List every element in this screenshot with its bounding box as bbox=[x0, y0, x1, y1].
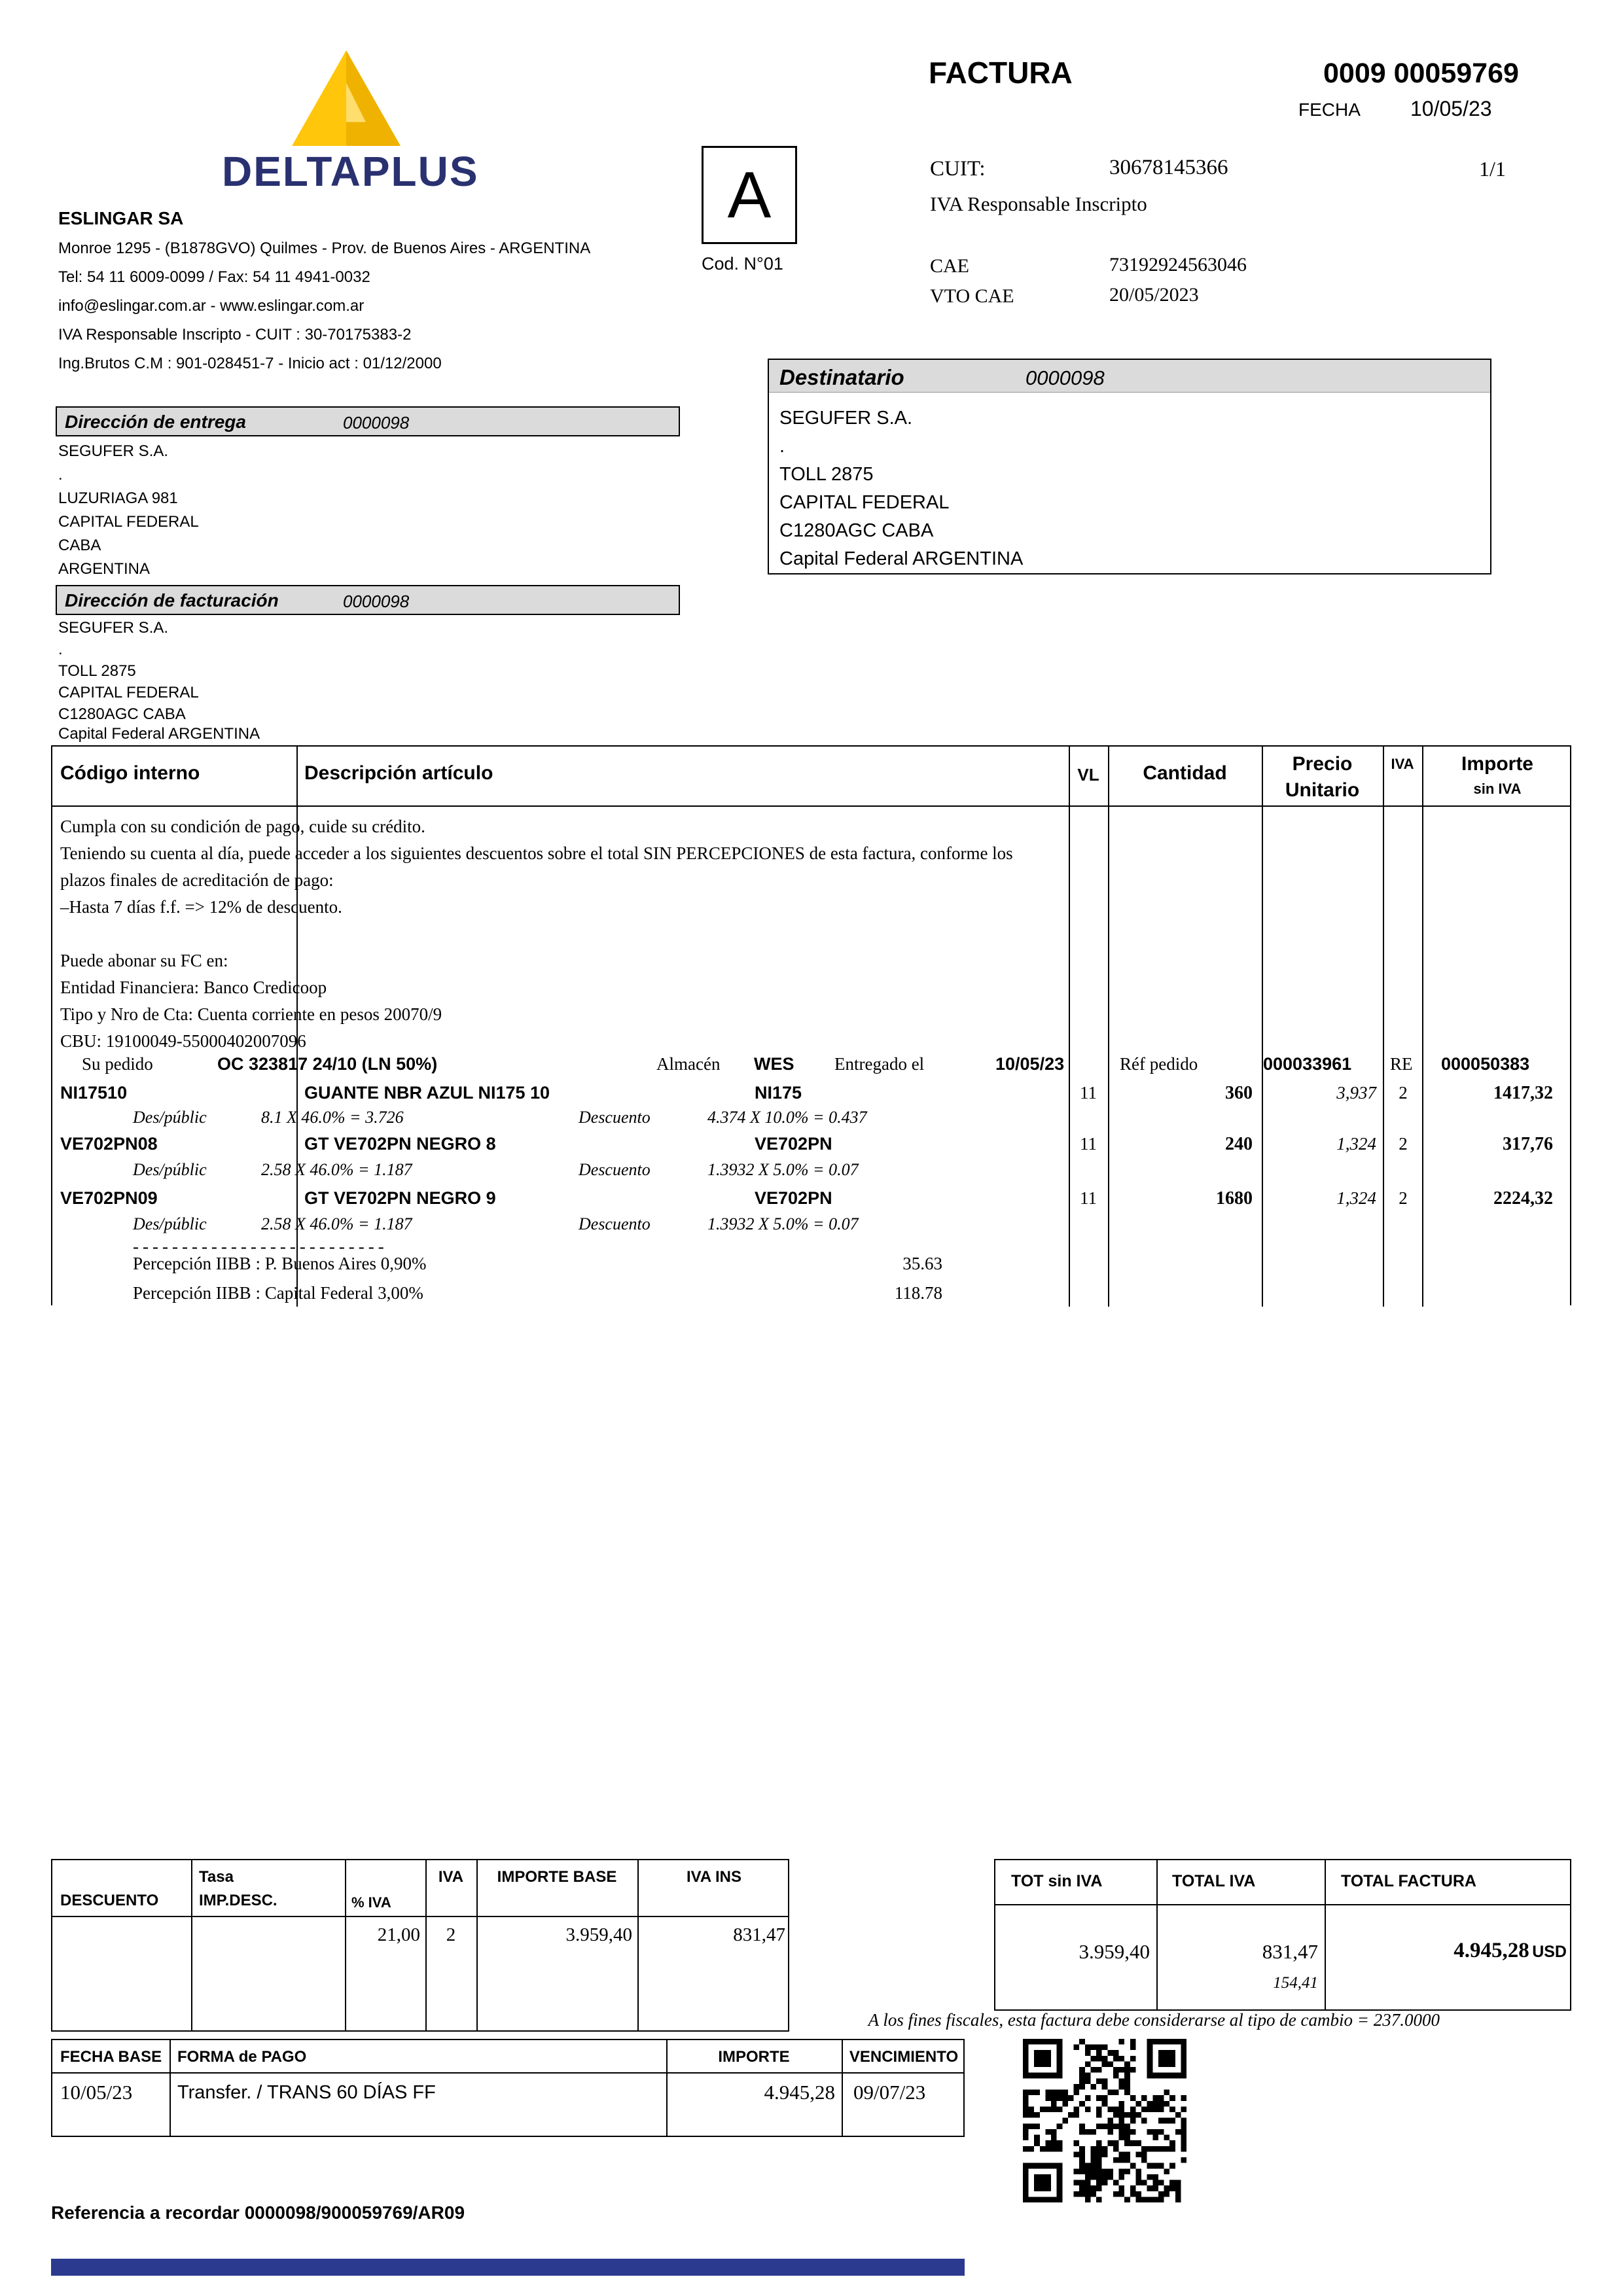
percepcion-label: Percepción IIBB : P. Buenos Aires 0,90% bbox=[133, 1254, 427, 1273]
item-code: NI17510 bbox=[60, 1083, 128, 1103]
item-row bbox=[52, 1083, 1573, 1108]
items-header-vl: VL bbox=[1077, 765, 1099, 785]
importe-base-value: 3.959,40 bbox=[565, 1924, 632, 1945]
item-importe: 2224,32 bbox=[1493, 1188, 1553, 1209]
header-divider bbox=[995, 1904, 1570, 1905]
page-indicator: 1/1 bbox=[1479, 157, 1506, 181]
item-precio-unitario: 1,324 bbox=[1336, 1134, 1376, 1154]
reference-note: Referencia a recordar 0000098/900059769/AR09 bbox=[51, 2202, 465, 2223]
items-header-precio-2: Unitario bbox=[1285, 779, 1360, 801]
fecha-base-value: 10/05/23 bbox=[60, 2081, 133, 2104]
percepcion-value: 118.78 bbox=[894, 1283, 942, 1303]
vto-cae-label: VTO CAE bbox=[930, 285, 1014, 307]
item-des-publico-label: Des/públic bbox=[133, 1160, 207, 1179]
item-description: GT VE702PN NEGRO 8 bbox=[304, 1134, 496, 1154]
item-descuento-value: 4.374 X 10.0% = 0.437 bbox=[707, 1108, 867, 1127]
delivery-address-line: LUZURIAGA 981 bbox=[58, 489, 178, 507]
percepcion-row bbox=[52, 1283, 1573, 1309]
ref-pedido-value: 000033961 bbox=[1263, 1054, 1352, 1074]
vencimiento-value: 09/07/23 bbox=[853, 2081, 926, 2104]
destinatario-line: C1280AGC CABA bbox=[779, 520, 934, 541]
deltaplus-logo bbox=[222, 50, 479, 196]
almacen-value: WES bbox=[754, 1054, 794, 1074]
column-divider bbox=[169, 2040, 171, 2136]
item-vl: 11 bbox=[1080, 1188, 1097, 1208]
items-table bbox=[51, 745, 1571, 1305]
re-value: 000050383 bbox=[1441, 1054, 1530, 1074]
vencimiento-header: VENCIMIENTO bbox=[849, 2048, 959, 2066]
item-des-publico-value: 2.58 X 46.0% = 1.187 bbox=[261, 1160, 412, 1179]
billing-address-line: . bbox=[58, 641, 63, 658]
items-header-precio: Precio bbox=[1292, 753, 1353, 775]
destinatario-line: Capital Federal ARGENTINA bbox=[779, 548, 1024, 569]
tasa-header: Tasa bbox=[199, 1868, 234, 1886]
column-divider bbox=[1156, 1860, 1158, 2009]
billing-address-line: CAPITAL FEDERAL bbox=[58, 684, 199, 701]
total-iva-secondary-value: 154,41 bbox=[1273, 1974, 1318, 1992]
payment-table bbox=[51, 2039, 965, 2137]
imp-desc-header: IMP.DESC. bbox=[199, 1892, 277, 1909]
delivery-address-label: Dirección de entrega bbox=[65, 412, 246, 432]
percepcion-value: 35.63 bbox=[902, 1254, 942, 1273]
cuit-value: 30678145366 bbox=[1109, 156, 1228, 179]
billing-address-code: 0000098 bbox=[343, 592, 410, 611]
delivery-address-code: 0000098 bbox=[343, 413, 410, 433]
pct-iva-header: % IVA bbox=[351, 1894, 391, 1911]
item-descuento-label: Descuento bbox=[579, 1214, 651, 1233]
fecha-label: FECHA bbox=[1298, 99, 1361, 120]
percepcion-label: Percepción IIBB : Capital Federal 3,00% bbox=[133, 1283, 423, 1303]
percepcion-row bbox=[52, 1254, 1573, 1280]
item-family: VE702PN bbox=[755, 1134, 832, 1154]
invoice-letter-box bbox=[702, 146, 797, 244]
item-precio-unitario: 1,324 bbox=[1336, 1188, 1376, 1208]
notice-line bbox=[60, 921, 1013, 947]
tot-sin-iva-header: TOT sin IVA bbox=[1011, 1872, 1103, 1890]
item-discount-row bbox=[52, 1108, 1573, 1133]
billing-address-line: Capital Federal ARGENTINA bbox=[58, 725, 260, 743]
notice-line: CBU: 19100049-55000402007096 bbox=[60, 1031, 306, 1051]
item-importe: 317,76 bbox=[1503, 1134, 1553, 1154]
entregado-value: 10/05/23 bbox=[995, 1054, 1065, 1074]
delivery-address-line: CABA bbox=[58, 537, 101, 554]
total-factura-value: 4.945,28 bbox=[1454, 1939, 1529, 1962]
total-factura-header: TOTAL FACTURA bbox=[1341, 1872, 1476, 1890]
iva-condition: IVA Responsable Inscripto bbox=[930, 192, 1147, 215]
item-code: VE702PN09 bbox=[60, 1188, 158, 1208]
items-header-cantidad: Cantidad bbox=[1143, 762, 1227, 784]
notice-line: Teniendo su cuenta al día, puede acceder a los siguientes descuentos sobre el total SIN PERCEPCIONES de esta factura, conforme los bbox=[60, 843, 1013, 863]
destinatario-label: Destinatario bbox=[779, 365, 904, 389]
column-divider bbox=[191, 1860, 192, 2030]
item-discount-row bbox=[52, 1214, 1573, 1239]
billing-address-line: TOLL 2875 bbox=[58, 662, 136, 680]
item-cantidad: 240 bbox=[1225, 1134, 1253, 1154]
iva-ins-header: IVA INS bbox=[686, 1868, 741, 1886]
invoice-letter: A bbox=[727, 158, 772, 232]
footer-bar bbox=[51, 2259, 965, 2276]
item-vl: 11 bbox=[1080, 1083, 1097, 1103]
item-code: VE702PN08 bbox=[60, 1134, 158, 1154]
item-iva: 2 bbox=[1399, 1083, 1408, 1103]
iva-header: IVA bbox=[438, 1868, 464, 1886]
forma-pago-value: Transfer. / TRANS 60 DÍAS FF bbox=[177, 2082, 436, 2103]
ref-pedido-label: Réf pedido bbox=[1120, 1054, 1198, 1074]
items-header-importe: Importe bbox=[1461, 753, 1533, 775]
payment-notice bbox=[60, 813, 1013, 1055]
tot-sin-iva-value: 3.959,40 bbox=[1079, 1940, 1150, 1963]
item-cantidad: 1680 bbox=[1216, 1188, 1253, 1209]
order-info-row bbox=[52, 1054, 1573, 1076]
column-divider bbox=[1325, 1860, 1326, 2009]
header-divider bbox=[52, 2072, 963, 2074]
item-family: NI175 bbox=[755, 1083, 802, 1103]
header-divider bbox=[52, 805, 1570, 807]
items-header-codigo: Código interno bbox=[60, 762, 200, 784]
entregado-label: Entregado el bbox=[834, 1054, 925, 1074]
seller-address-line: Monroe 1295 - (B1878GVO) Quilmes - Prov. de Buenos Aires - ARGENTINA bbox=[58, 239, 591, 257]
total-factura-currency: USD bbox=[1532, 1943, 1567, 1961]
item-des-publico-label: Des/públic bbox=[133, 1108, 207, 1127]
item-descuento-label: Descuento bbox=[579, 1160, 651, 1179]
item-row bbox=[52, 1134, 1573, 1159]
destinatario-line: CAPITAL FEDERAL bbox=[779, 492, 950, 513]
destinatario-line: TOLL 2875 bbox=[779, 464, 874, 485]
vto-cae-value: 20/05/2023 bbox=[1109, 284, 1199, 306]
delivery-address-header bbox=[56, 406, 680, 436]
item-vl: 11 bbox=[1080, 1134, 1097, 1154]
delivery-address-line: ARGENTINA bbox=[58, 560, 151, 578]
item-row bbox=[52, 1188, 1573, 1213]
item-discount-row bbox=[52, 1160, 1573, 1185]
fecha-base-header: FECHA BASE bbox=[60, 2048, 162, 2066]
item-descuento-label: Descuento bbox=[579, 1108, 651, 1127]
invoice-title: FACTURA bbox=[929, 56, 1073, 90]
notice-line: Tipo y Nro de Cta: Cuenta corriente en pesos 20070/9 bbox=[60, 1004, 442, 1024]
item-des-publico-value: 2.58 X 46.0% = 1.187 bbox=[261, 1214, 412, 1233]
items-header-iva: IVA bbox=[1391, 756, 1414, 772]
item-importe: 1417,32 bbox=[1493, 1083, 1553, 1103]
iva-ins-value: 831,47 bbox=[733, 1924, 785, 1945]
destinatario-code: 0000098 bbox=[1026, 366, 1105, 389]
notice-line: Entidad Financiera: Banco Credicoop bbox=[60, 978, 327, 997]
importe-header: IMPORTE bbox=[718, 2048, 790, 2066]
seller-info bbox=[58, 208, 590, 378]
seller-web-line: info@eslingar.com.ar - www.eslingar.com.ar bbox=[58, 297, 365, 315]
pct-iva-value: 21,00 bbox=[377, 1924, 420, 1945]
destinatario-header bbox=[769, 360, 1490, 393]
items-header-importe-2: sin IVA bbox=[1473, 781, 1522, 797]
header-divider bbox=[52, 1916, 788, 1917]
qr-code-image bbox=[1023, 2039, 1186, 2202]
destinatario-box bbox=[768, 359, 1491, 574]
item-description: GUANTE NBR AZUL NI175 10 bbox=[304, 1083, 550, 1103]
su-pedido-value: OC 323817 24/10 (LN 50%) bbox=[217, 1054, 438, 1074]
seller-phone-line: Tel: 54 11 6009-0099 / Fax: 54 11 4941-0032 bbox=[58, 268, 370, 286]
billing-address-label: Dirección de facturación bbox=[65, 590, 279, 610]
item-descuento-value: 1.3932 X 5.0% = 0.07 bbox=[707, 1214, 859, 1233]
billing-address-header bbox=[56, 585, 680, 615]
fecha-value: 10/05/23 bbox=[1410, 97, 1492, 120]
delivery-address-line: CAPITAL FEDERAL bbox=[58, 513, 199, 531]
importe-value: 4.945,28 bbox=[764, 2081, 835, 2104]
destinatario-line: . bbox=[779, 436, 785, 457]
qr-code bbox=[1023, 2039, 1186, 2202]
item-precio-unitario: 3,937 bbox=[1336, 1083, 1376, 1103]
item-cantidad: 360 bbox=[1225, 1083, 1253, 1103]
notice-line: Puede abonar su FC en: bbox=[60, 951, 228, 970]
item-family: VE702PN bbox=[755, 1188, 832, 1208]
total-iva-header: TOTAL IVA bbox=[1172, 1872, 1256, 1890]
seller-name: ESLINGAR SA bbox=[58, 208, 184, 228]
almacen-label: Almacén bbox=[656, 1054, 721, 1074]
billing-address-line: C1280AGC CABA bbox=[58, 705, 186, 723]
notice-line: Cumpla con su condición de pago, cuide su crédito. bbox=[60, 817, 425, 836]
cuit-label: CUIT: bbox=[930, 157, 986, 181]
forma-pago-header: FORMA de PAGO bbox=[177, 2048, 307, 2066]
delivery-address-line: SEGUFER S.A. bbox=[58, 442, 169, 460]
notice-line: –Hasta 7 días f.f. => 12% de descuento. bbox=[60, 897, 342, 917]
invoice-number: 0009 00059769 bbox=[1323, 58, 1519, 89]
iva-summary-table bbox=[51, 1859, 789, 2032]
item-iva: 2 bbox=[1399, 1134, 1408, 1154]
total-iva-value: 831,47 bbox=[1262, 1940, 1318, 1963]
cae-value: 73192924563046 bbox=[1109, 254, 1247, 275]
iva-value: 2 bbox=[446, 1924, 456, 1945]
delivery-address-line: . bbox=[58, 466, 63, 484]
items-separator: -------------------------- bbox=[133, 1237, 388, 1256]
item-des-publico-value: 8.1 X 46.0% = 3.726 bbox=[261, 1108, 404, 1127]
su-pedido-label: Su pedido bbox=[82, 1054, 153, 1074]
destinatario-line: SEGUFER S.A. bbox=[779, 408, 913, 429]
re-label: RE bbox=[1390, 1054, 1413, 1074]
item-description: GT VE702PN NEGRO 9 bbox=[304, 1188, 496, 1208]
invoice-letter-code: Cod. N°01 bbox=[702, 254, 783, 274]
item-iva: 2 bbox=[1399, 1188, 1408, 1208]
exchange-note: A los fines fiscales, esta factura debe considerarse al tipo de cambio = 237.0000 bbox=[868, 2010, 1440, 2030]
descuento-header: DESCUENTO bbox=[60, 1892, 159, 1909]
billing-address-line: SEGUFER S.A. bbox=[58, 619, 169, 637]
brand-name: DELTAPLUS bbox=[222, 148, 479, 195]
triangle-icon bbox=[292, 50, 401, 147]
item-descuento-value: 1.3932 X 5.0% = 0.07 bbox=[707, 1160, 859, 1179]
totals-table bbox=[994, 1859, 1571, 2011]
seller-iva-line: IVA Responsable Inscripto - CUIT : 30-70175383-2 bbox=[58, 326, 412, 344]
cae-label: CAE bbox=[930, 255, 969, 277]
notice-line: plazos finales de acreditación de pago: bbox=[60, 870, 334, 890]
seller-ingbrutos-line: Ing.Brutos C.M : 901-028451-7 - Inicio act : 01/12/2000 bbox=[58, 355, 442, 372]
item-des-publico-label: Des/públic bbox=[133, 1214, 207, 1233]
importe-base-header: IMPORTE BASE bbox=[497, 1868, 617, 1886]
items-header-descripcion: Descripción artículo bbox=[304, 762, 493, 784]
